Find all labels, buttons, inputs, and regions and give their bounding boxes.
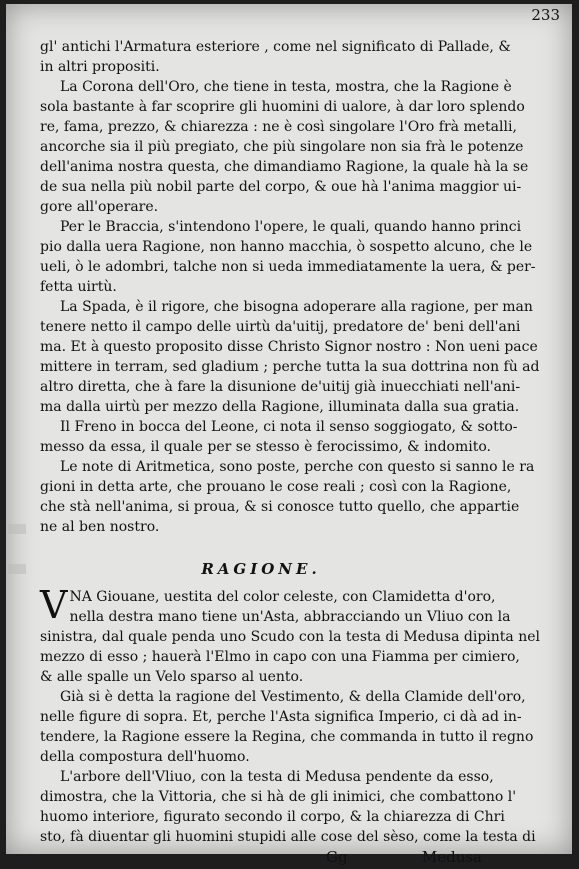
text-line <box>40 827 536 847</box>
text-line-content: Le note di Aritmetica, sono poste, perche con questo si sanno le ra <box>60 459 535 475</box>
text-line <box>40 607 511 627</box>
text-line <box>40 477 512 497</box>
text-line-content: ne al ben nostro. <box>40 519 160 535</box>
text-line <box>40 277 482 297</box>
book-page <box>6 4 572 866</box>
text-line-content: ueli, ò le adombri, talche non si ueda immediatamente la uera, & per- <box>40 259 536 275</box>
text-line <box>40 517 482 537</box>
text-line <box>40 377 521 397</box>
text-line-content: ma. Et à questo proposito disse Christo Signor nostro : Non ueni pace <box>40 339 538 355</box>
text-line <box>40 457 535 477</box>
text-line-content: altro diretta, che à fare la disunione de'uitij già inuecchiati nell'ani- <box>40 379 521 395</box>
section-gap <box>40 537 482 551</box>
text-line-content: dimostra, che la Vittoria, che si hà de gli inimici, che combattono l' <box>40 789 517 805</box>
text-line <box>40 747 482 767</box>
text-line <box>40 37 511 57</box>
signature-mark: Gg <box>326 848 348 866</box>
text-line-content: nelle figure di sopra. Et, perche l'Asta significa Imperio, ci dà ad in- <box>40 709 522 725</box>
drop-cap: V <box>40 583 68 627</box>
page-footer <box>40 847 482 869</box>
text-line <box>40 627 541 647</box>
text-line-content: Il Freno in bocca del Leone, ci nota il senso soggiogato, & sotto- <box>60 419 518 435</box>
text-line <box>40 337 538 357</box>
text-line-content: gore all'operare. <box>40 199 159 215</box>
text-line-content: pio dalla uera Ragione, non hanno macchia, ò sospetto alcuno, che le <box>40 239 533 255</box>
text-line-content: La Corona dell'Oro, che tiene in testa, mostra, che la Ragione è <box>60 79 512 95</box>
text-line-content: re, fama, prezzo, & chiarezza : ne è così singolare l'Oro frà metalli, <box>40 119 517 135</box>
text-line <box>40 157 529 177</box>
text-line <box>40 647 520 667</box>
text-line-content: La Spada, è il rigore, che bisogna adoperare alla ragione, per man <box>60 299 533 315</box>
text-line <box>40 397 520 417</box>
text-line <box>40 727 534 747</box>
text-line <box>40 317 521 337</box>
text-line-content: & alle spalle un Velo sparso al uento. <box>40 669 304 685</box>
text-line <box>40 237 533 257</box>
catchword: Medusa <box>421 848 482 866</box>
text-line-content: sto, fà diuentar gli huomini stupidi alle cose del sèso, come la testa di <box>40 829 536 845</box>
text-line <box>40 97 525 117</box>
text-line-content: ma dalla uirtù per mezzo della Ragione, illuminata dalla sua gratia. <box>40 399 520 415</box>
text-line <box>40 807 505 827</box>
text-line-content: gl' antichi l'Armatura esteriore , come nel significato di Pallade, & <box>40 39 511 55</box>
text-line-content: della compostura dell'huomo. <box>40 749 250 765</box>
text-line <box>40 437 491 457</box>
text-line-content: sola bastante à far scoprire gli huomini di ualore, à dar loro splendo <box>40 99 525 115</box>
text-line <box>40 787 517 807</box>
text-line-content: dell'anima nostra questa, che dimandiamo Ragione, la quale hà la se <box>40 159 529 175</box>
text-line <box>40 767 494 787</box>
text-line-content: huomo interiore, figurato secondo il corpo, & la chiarezza di Chri <box>40 809 505 825</box>
text-line <box>40 667 482 687</box>
text-line <box>40 707 522 727</box>
text-line <box>40 137 524 157</box>
text-line <box>40 57 482 77</box>
text-line-content: che stà nell'anima, si proua, & si conosce tutto quello, che appartie <box>40 499 520 515</box>
text-line-content: Per le Braccia, s'intendono l'opere, le quali, quando hanno princi <box>60 219 522 235</box>
text-line-content: de sua nella più nobil parte del corpo, & oue hà l'anima maggior ui- <box>40 179 522 195</box>
text-line <box>40 197 482 217</box>
text-line <box>40 77 512 97</box>
section-title: RAGIONE. <box>201 560 321 578</box>
text-block <box>40 37 541 869</box>
text-line-content: in altri propositi. <box>40 59 160 75</box>
text-line <box>40 497 520 517</box>
text-line-content: nella destra mano tiene un'Asta, abbracciando un Vliuo con la <box>69 609 511 625</box>
text-line <box>40 217 522 237</box>
text-line <box>40 257 536 277</box>
text-line <box>40 117 517 137</box>
text-line-content: NA Giouane, uestita del color celeste, con Clamidetta d'oro, <box>69 589 496 605</box>
text-line <box>40 417 518 437</box>
text-line <box>40 357 540 377</box>
text-line <box>40 177 522 197</box>
text-line-content: L'arbore dell'Vliuo, con la testa di Medusa pendente da esso, <box>60 769 494 785</box>
text-line-content: fetta uirtù. <box>40 279 117 295</box>
text-line-content: mittere in terram, sed gladium ; perche tutta la sua dottrina non fù ad <box>40 359 540 375</box>
body-paragraphs <box>40 37 540 537</box>
text-line <box>40 687 526 707</box>
text-line-content: gioni in detta arte, che prouano le cose reali ; così con la Ragione, <box>40 479 512 495</box>
text-line <box>40 297 533 317</box>
section-paragraphs <box>40 583 541 847</box>
text-line-content: sinistra, dal quale penda uno Scudo con la testa di Medusa dipinta nel <box>40 629 541 645</box>
text-line-content: tendere, la Ragione essere la Regina, che commanda in tutto il regno <box>40 729 534 745</box>
text-line-content: mezzo di esso ; hauerà l'Elmo in capo con una Fiamma per cimiero, <box>40 649 520 665</box>
page-number: 233 <box>531 6 560 24</box>
text-line-content: messo da essa, il quale per se stesso è ferocissimo, & indomito. <box>40 439 491 455</box>
text-line-content: ancorche sia il più pregiato, che più singolare non sia frà le potenze <box>40 139 524 155</box>
margin-bleed-mark <box>8 564 26 574</box>
text-line-content: Già si è detta la ragione del Vestimento, & della Clamide dell'oro, <box>60 689 526 705</box>
margin-bleed-mark <box>8 524 26 534</box>
text-line-content: tenere netto il campo delle uirtù da'uitij, predatore de' beni dell'ani <box>40 319 521 335</box>
